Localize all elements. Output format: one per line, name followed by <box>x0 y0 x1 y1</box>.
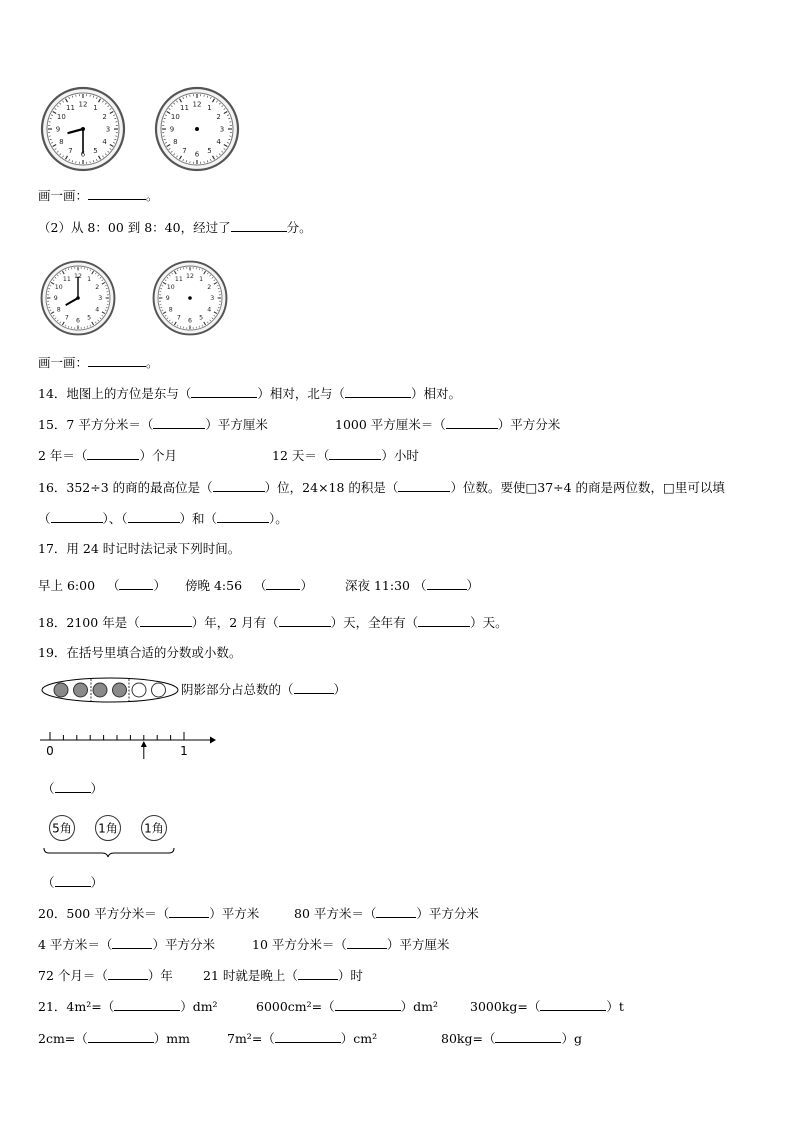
answer-blank[interactable] <box>376 905 416 918</box>
coin-label: 5角 <box>52 821 72 836</box>
question-21-line-1c: 3000kg=（ ）t <box>470 999 624 1014</box>
answer-blank[interactable] <box>329 447 381 460</box>
answer-blank[interactable] <box>108 967 148 980</box>
clock-number: 3 <box>219 125 225 134</box>
coin-label: 1角 <box>98 821 118 836</box>
answer-blank[interactable] <box>169 905 209 918</box>
answer-blank[interactable] <box>88 354 146 367</box>
clock-number: 2 <box>207 284 212 292</box>
empty-circle <box>132 683 146 697</box>
answer-blank[interactable] <box>231 219 287 232</box>
shaded-circles-figure <box>40 676 180 704</box>
answer-blank[interactable] <box>51 510 103 523</box>
number-line-one: 1 <box>180 744 188 758</box>
clock-number: 9 <box>165 295 170 303</box>
question-20-line-3: 72 个月＝（ ）年 <box>38 968 173 983</box>
clock-number: 3 <box>98 295 103 303</box>
clock-center <box>188 296 192 300</box>
shaded-circle <box>113 683 127 697</box>
clock-number: 1 <box>87 275 92 283</box>
answer-blank[interactable] <box>191 385 257 398</box>
clock-number: 5 <box>207 147 212 156</box>
clock-face-eight-oclock <box>38 258 118 338</box>
clock-face-eight-thirty <box>38 86 128 172</box>
clock-number: 12 <box>78 100 88 109</box>
clock-number: 1 <box>207 103 212 112</box>
clock-face-blank <box>152 86 242 172</box>
clock-number: 8 <box>173 138 178 146</box>
question-17-item-3: 深夜 11:30 （ ） <box>345 578 480 593</box>
answer-blank[interactable] <box>213 479 265 492</box>
clock-number: 8 <box>59 138 64 146</box>
answer-blank[interactable] <box>446 416 498 429</box>
question-14: 14．地图上的方位是东与（ ）相对，北与（ ）相对。 <box>38 386 461 401</box>
clock-number: 4 <box>216 138 221 146</box>
clock-number: 12 <box>74 273 82 280</box>
clock-number: 11 <box>180 103 189 112</box>
answer-blank[interactable] <box>88 187 146 200</box>
clock-number: 10 <box>56 113 66 121</box>
question-18: 18．2100 年是（ ）年，2 月有（ ）天，全年有（ ）天。 <box>38 615 508 630</box>
clock-center <box>195 127 199 131</box>
answer-blank[interactable] <box>427 577 467 590</box>
number-line-zero: 0 <box>46 744 54 758</box>
shaded-circle <box>54 683 68 697</box>
clock-number: 5 <box>93 147 98 156</box>
clock-number: 6 <box>188 317 192 325</box>
question-21-line-2c: 80kg=（ ）g <box>441 1031 582 1046</box>
question-17-item-1: 早上 6:00 （ ） <box>38 578 166 593</box>
up-arrow-icon <box>141 741 147 759</box>
coin-label: 1角 <box>144 821 164 836</box>
question-15-line-1b: 1000 平方厘米＝（ ）平方分米 <box>335 417 561 432</box>
clock-number: 4 <box>102 138 107 146</box>
question-16-line-1: 16．352÷3 的商的最高位是（ ）位，24×18 的积是（ ）位数。要使□37÷4 的商是两位数，□里可以填 <box>38 480 725 495</box>
clock-number: 7 <box>182 147 187 156</box>
clock-number: 11 <box>174 275 183 283</box>
answer-blank[interactable] <box>294 681 334 694</box>
clock-center <box>81 127 85 131</box>
answer-blank[interactable] <box>279 614 331 627</box>
answer-blank[interactable] <box>55 874 91 887</box>
clock-number: 8 <box>56 306 61 314</box>
answer-blank[interactable] <box>345 385 411 398</box>
question-19-answer-2: （ ） <box>42 875 104 890</box>
answer-blank[interactable] <box>140 614 192 627</box>
q13-part2: （2）从 8：00 到 8：40，经过了 分。 <box>38 220 312 235</box>
clock-number: 12 <box>192 100 202 109</box>
question-20-line-3b: 21 时就是晚上（ ）时 <box>203 968 363 983</box>
shaded-circle <box>93 683 107 697</box>
clock-number: 8 <box>168 306 173 314</box>
clock-number: 5 <box>87 314 92 322</box>
question-15-line-2b: 12 天＝（ ）小时 <box>272 448 419 463</box>
answer-blank[interactable] <box>347 936 387 949</box>
answer-blank[interactable] <box>128 510 180 523</box>
question-20-line-2b: 10 平方分米＝（ ）平方厘米 <box>252 937 450 952</box>
clock-number: 7 <box>64 314 69 322</box>
clock-number: 9 <box>55 125 61 134</box>
shaded-circle <box>74 683 88 697</box>
clock-number: 6 <box>80 150 86 159</box>
question-19-shade-text: 阴影部分占总数的（ ） <box>181 682 347 697</box>
question-21-line-2b: 7m²=（ ）cm² <box>227 1031 378 1046</box>
clock-number: 6 <box>76 317 80 325</box>
answer-blank[interactable] <box>398 479 450 492</box>
answer-blank[interactable] <box>266 577 300 590</box>
clock-number: 9 <box>53 295 58 303</box>
question-21-line-1b: 6000cm²=（ ）dm² <box>256 999 439 1014</box>
answer-blank[interactable] <box>217 510 269 523</box>
clock-number: 1 <box>93 103 98 112</box>
answer-blank[interactable] <box>87 447 139 460</box>
question-17-title: 17．用 24 时记时法记录下列时间。 <box>38 541 241 556</box>
clock-center <box>76 296 80 300</box>
clock-number: 3 <box>105 125 111 134</box>
answer-blank[interactable] <box>275 1030 341 1043</box>
question-20-line-2: 4 平方米＝（ ）平方分米 <box>38 937 215 952</box>
question-20-line-1: 20．500 平方分米＝（ ）平方米 <box>38 906 260 921</box>
clock-number: 2 <box>216 113 221 121</box>
question-19-answer-1: （ ） <box>42 781 104 796</box>
clock-number: 10 <box>54 284 63 292</box>
clock-number: 5 <box>199 314 204 322</box>
clock-number: 10 <box>166 284 175 292</box>
answer-blank[interactable] <box>112 936 152 949</box>
question-21-line-2: 2cm=（ ）mm <box>38 1031 190 1046</box>
clock-number: 1 <box>199 275 204 283</box>
question-15-line-2: 2 年＝（ ）个月 <box>38 448 177 463</box>
clock-number: 12 <box>186 273 194 280</box>
answer-blank[interactable] <box>335 998 401 1011</box>
clock-number: 9 <box>169 125 175 134</box>
question-21-line-1: 21．4m²=（ ）dm² <box>38 999 218 1014</box>
q13-draw-line-1: 画一画： 。 <box>38 188 159 203</box>
clock-number: 4 <box>95 306 100 314</box>
answer-blank[interactable] <box>540 998 606 1011</box>
clock-number: 7 <box>176 314 181 322</box>
coins-figure <box>40 812 180 858</box>
question-16-line-2: （ ）、（ ）和（ ）。 <box>38 511 288 526</box>
clock-number: 2 <box>102 113 107 121</box>
answer-blank[interactable] <box>55 780 91 793</box>
question-15-line-1: 15．7 平方分米＝（ ）平方厘米 <box>38 417 268 432</box>
clock-number: 6 <box>194 150 200 159</box>
answer-blank[interactable] <box>153 416 205 429</box>
q13-draw-line-2: 画一画： 。 <box>38 355 159 370</box>
clock-number: 10 <box>170 113 180 121</box>
clock-number: 11 <box>62 275 71 283</box>
answer-blank[interactable] <box>298 967 338 980</box>
answer-blank[interactable] <box>418 614 470 627</box>
clock-number: 4 <box>207 306 212 314</box>
clock-number: 3 <box>210 295 215 303</box>
clock-number: 11 <box>66 103 75 112</box>
clock-number: 7 <box>68 147 73 156</box>
question-19-title: 19．在括号里填合适的分数或小数。 <box>38 645 242 660</box>
question-20-line-1b: 80 平方米＝（ ）平方分米 <box>294 906 479 921</box>
answer-blank[interactable] <box>88 1030 154 1043</box>
question-17-item-2: 傍晚 4:56 （ ） <box>185 578 313 593</box>
clock-face-blank <box>150 258 230 338</box>
number-line <box>38 728 218 760</box>
answer-blank[interactable] <box>495 1030 561 1043</box>
clock-number: 2 <box>95 284 100 292</box>
empty-circle <box>152 683 166 697</box>
answer-blank[interactable] <box>114 998 180 1011</box>
answer-blank[interactable] <box>119 577 153 590</box>
